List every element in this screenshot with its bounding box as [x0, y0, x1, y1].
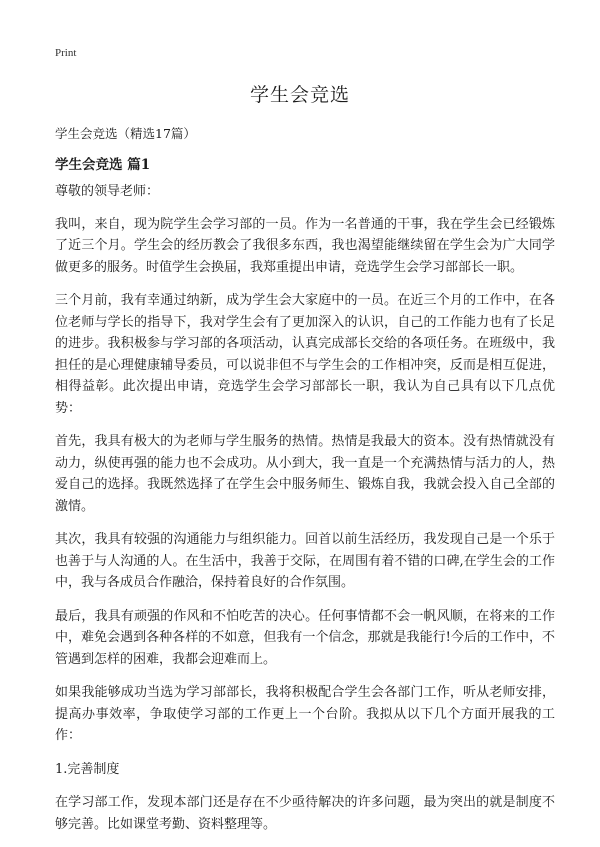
body-paragraph: 三个月前，我有幸通过纳新，成为学生会大家庭中的一员。在近三个月的工作中，在各位老师与学长的指导下，我对学生会有了更加深入的认识，自己的工作能力也有了长足的进步。我积极参与学习部的各项活动，认真完成部长交给的各项任务。在班级中，我担任的是心理健康辅导委员，可以说非但不与学生会的工作相冲突，反而是相互促进，相得益彰。此次提出申请，竞选学生会学习部部长一职，我认为自己具有以下几点优势：: [55, 293, 555, 416]
document-body: [55, 181, 555, 847]
list-item-heading: 1.完善制度: [55, 761, 120, 777]
document-subtitle: 学生会竞选（精选17篇）: [55, 126, 196, 141]
body-paragraph: 如果我能够成功当选为学习部部长，我将积极配合学生会各部门工作，听从老师安排，提高办事效率，争取使学习部的工作更上一个台阶。我拟从以下几个方面开展我的工作：: [55, 685, 555, 743]
body-paragraph: 我叫，来自，现为院学生会学习部的一员。作为一名普通的干事，我在学生会已经锻炼了近三个月。学生会的经历教会了我很多东西，我也渴望能继续留在学生会为广大同学做更多的服务。时值学生会换届，我郑重提出申请，竞选学生会学习部部长一职。: [55, 216, 555, 275]
body-paragraph: 在学习部工作，发现本部门还是存在不少亟待解决的许多问题，最为突出的就是制度不够完善。比如课堂考勤、资料整理等。: [55, 795, 555, 832]
greeting-paragraph: 尊敬的领导老师：: [55, 184, 160, 199]
print-link[interactable]: Print: [55, 47, 77, 59]
body-paragraph: 最后，我具有顽强的作风和不怕吃苦的决心。任何事情都不会一帆风顺，在将来的工作中，难免会遇到各种各样的不如意，但我有一个信念，那就是我能行!今后的工作中，不管遇到怎样的困难，我都会迎难而上。: [55, 608, 555, 667]
section-heading: 学生会竞选 篇1: [55, 157, 151, 173]
body-paragraph: 其次，我具有较强的沟通能力与组织能力。回首以前生活经历，我发现自己是一个乐于也善于与人沟通的人。在生活中，我善于交际，在周围有着不错的口碑,在学生会的工作中，我与各成员合作融洽，保持着良好的合作氛围。: [55, 532, 555, 590]
body-paragraph: 首先，我具有极大的为老师与学生服务的热情。热情是我最大的资本。没有热情就没有动力，纵使再强的能力也不会成功。从小到大，我一直是一个充满热情与活力的人，热爱自己的选择。我既然选择了在学生会中服务师生、锻炼自我，我就会投入自己全部的激情。: [55, 434, 555, 514]
page-title: 学生会竞选: [249, 84, 350, 106]
